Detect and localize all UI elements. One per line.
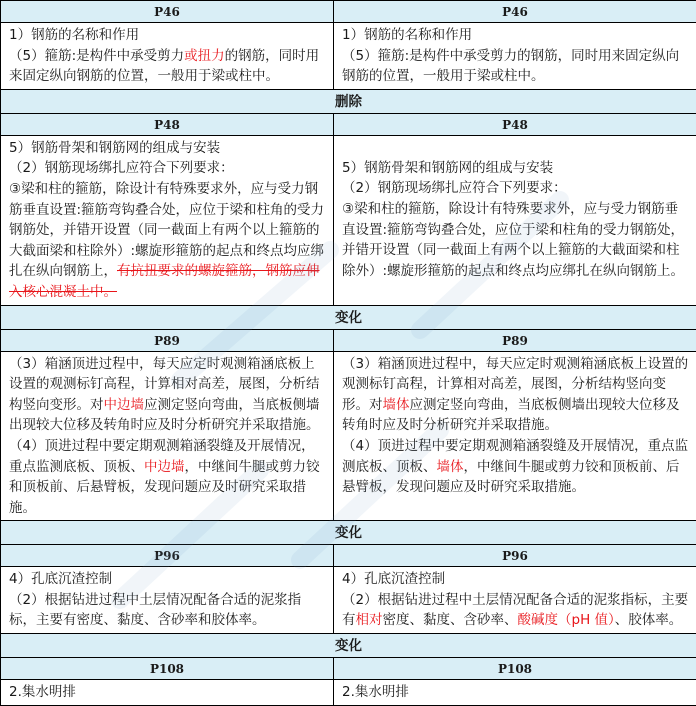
- text: 、胶体率。: [615, 612, 683, 628]
- text: ，中继间牛腿或剪力铰和顶板前、后悬臂板，发现问题应及时研究采取措施。: [342, 459, 680, 496]
- paragraph: [9, 179, 327, 303]
- text: 的钢筋，同时用来固定纵向钢筋的位置，一般用于梁或柱中。: [9, 48, 319, 85]
- text: （4）顶进过程中要定期观测箱涵裂缝及开展情况，重点监测底板、顶板、: [342, 438, 688, 475]
- content-row-p46: [1, 23, 696, 90]
- header-row-p108: [1, 658, 696, 680]
- left-content-cell: [1, 135, 334, 305]
- right-content-cell: [334, 351, 696, 521]
- deleted-text: 有抗扭要求的螺旋箍筋，钢筋应伸入核心混凝土中。: [9, 263, 320, 300]
- section-row-delete: [1, 89, 696, 113]
- left-page-header: P108: [1, 658, 334, 680]
- left-content-cell: [1, 23, 334, 90]
- highlighted-text: 中边墙: [104, 397, 145, 413]
- paragraph: 5）钢筋骨架和钢筋网的组成与安装: [9, 138, 327, 159]
- header-row-p48: [1, 113, 696, 135]
- section-row-change: [1, 305, 696, 329]
- paragraph: 1）钢筋的名称和作用: [9, 25, 327, 46]
- paragraph: （5）箍筋:是构件中承受剪力的钢筋，同时用来固定纵向钢筋的位置，一般用于梁或柱中。: [342, 46, 690, 87]
- text: 密度、黏度、含砂率、: [383, 612, 518, 628]
- right-content-cell: [334, 23, 696, 90]
- section-label: 变化: [1, 305, 696, 329]
- paragraph: [9, 436, 327, 518]
- text: 应测定竖向弯曲，当底板侧墙出现较大位移及转角时应及时分析研究并采取措施。: [342, 397, 680, 434]
- right-page-header: P108: [334, 658, 696, 680]
- section-label: 删除: [1, 89, 696, 113]
- paragraph: [342, 590, 690, 631]
- text: （3）箱涵顶进过程中，每天应定时观测箱涵底板上设置的观测标钉高程，计算相对高差，展图，分析结构竖向变形。对: [342, 356, 688, 413]
- paragraph: [9, 354, 327, 436]
- right-content-cell: [334, 135, 696, 305]
- highlighted-text: 或扭力: [184, 48, 225, 64]
- paragraph: （2）根据钻进过程中土层情况配备合适的泥浆指标，主要有密度、黏度、含砂率和胶体率。: [9, 590, 327, 631]
- section-label: 变化: [1, 634, 696, 658]
- left-page-header: P48: [1, 113, 334, 135]
- paragraph: 2.集水明排: [342, 682, 690, 703]
- paragraph: 1）钢筋的名称和作用: [342, 25, 690, 46]
- section-row-change: [1, 521, 696, 545]
- text: （2）根据钻进过程中土层情况配备合适的泥浆指标，主要有: [342, 592, 688, 629]
- left-page-header: P46: [1, 1, 334, 23]
- paragraph: 5）钢筋骨架和钢筋网的组成与安装: [342, 158, 690, 179]
- text: （5）箍筋:是构件中承受剪力: [9, 48, 184, 64]
- text: 应测定竖向弯曲，当底板侧墙出现较大位移及转角时应及时分析研究并采取措施。: [9, 397, 320, 434]
- header-row-p89: [1, 329, 696, 351]
- paragraph: 4）孔底沉渣控制: [9, 569, 327, 590]
- right-page-header: P46: [334, 1, 696, 23]
- right-page-header: P96: [334, 545, 696, 567]
- right-content-cell: [334, 680, 696, 706]
- text: （3）箱涵顶进过程中，每天应定时观测箱涵底板上设置的观测标钉高程，计算相对高差，展图，分析结构竖向变形。对: [9, 356, 320, 413]
- highlighted-text: 相对: [356, 612, 383, 628]
- left-content-cell: [1, 567, 334, 634]
- paragraph: （2）钢筋现场绑扎应符合下列要求：: [342, 178, 690, 199]
- paragraph: 4）孔底沉渣控制: [342, 569, 690, 590]
- left-page-header: P96: [1, 545, 334, 567]
- highlighted-text: 中边墙: [144, 459, 185, 475]
- paragraph: ③梁和柱的箍筋，除设计有特殊要求外，应与受力钢筋垂直设置:箍筋弯钩叠合处，应位于梁和柱角的受力钢筋处，并错开设置（同一截面上有两个以上箍筋的大截面梁和柱除外）:螺旋形箍筋的起点和终点均应绑扎在纵向钢筋上。: [342, 199, 690, 281]
- highlighted-text: 墙体: [437, 459, 464, 475]
- content-row-p108: [1, 680, 696, 706]
- text: ，中继间牛腿或剪力铰和顶板前、后悬臂板，发现问题应及时研究采取措施。: [9, 459, 320, 516]
- right-page-header: P48: [334, 113, 696, 135]
- paragraph: （2）钢筋现场绑扎应符合下列要求：: [9, 158, 327, 179]
- content-row-p89: [1, 351, 696, 521]
- content-row-p96: [1, 567, 696, 634]
- text: ③梁和柱的箍筋，除设计有特殊要求外，应与受力钢筋垂直设置:箍筋弯钩叠合处，应位于梁和柱角的受力钢筋处，并错开设置（同一截面上有两个以上箍筋的大截面梁和柱除外）:螺旋形箍筋的起点和终点均应绑扎在纵向钢筋上，: [9, 181, 324, 279]
- left-content-cell: [1, 680, 334, 706]
- paragraph: [9, 46, 327, 87]
- paragraph: [342, 354, 690, 436]
- section-label: 变化: [1, 521, 696, 545]
- section-row-change: [1, 634, 696, 658]
- right-page-header: P89: [334, 329, 696, 351]
- right-content-cell: [334, 567, 696, 634]
- header-row-p46: [1, 1, 696, 23]
- left-content-cell: [1, 351, 334, 521]
- paragraph: [342, 436, 690, 498]
- paragraph: 2.集水明排: [9, 682, 327, 703]
- highlighted-text: 墙体: [383, 397, 410, 413]
- header-row-p96: [1, 545, 696, 567]
- text: （4）顶进过程中要定期观测箱涵裂缝及开展情况，重点监测底板、顶板、: [9, 438, 315, 475]
- content-row-p48: [1, 135, 696, 305]
- left-page-header: P89: [1, 329, 334, 351]
- highlighted-text: 酸碱度（pH 值）: [518, 612, 615, 628]
